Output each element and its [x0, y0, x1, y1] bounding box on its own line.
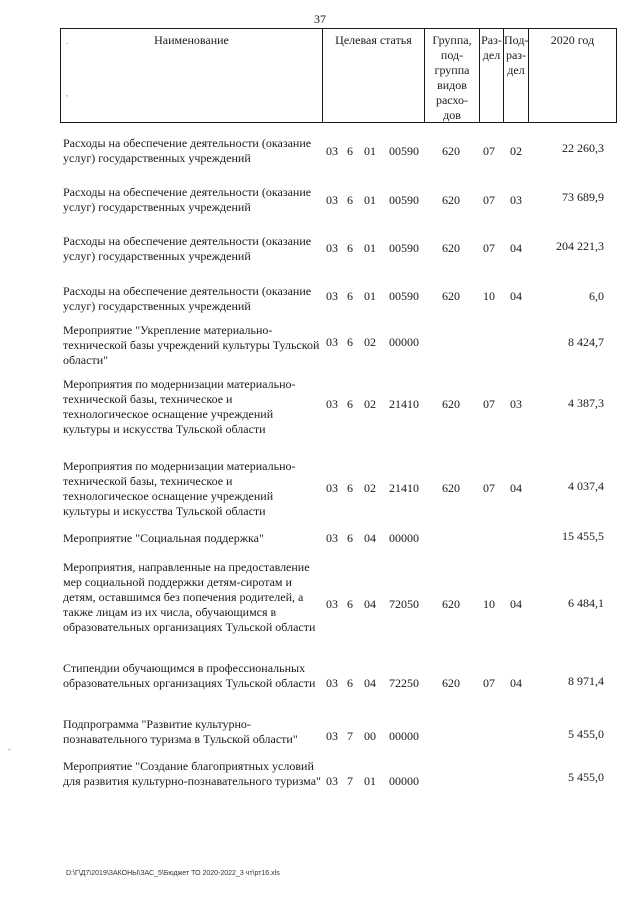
expense-group: 620 [442, 241, 460, 255]
code-direction: 00590 [389, 289, 419, 303]
amount: 8 424,7 [568, 335, 604, 349]
code-subprogram: 6 [347, 289, 353, 303]
code-measure: 01 [364, 193, 376, 207]
code-program: 03 [326, 729, 338, 743]
code-program: 03 [326, 193, 338, 207]
subsection: 04 [510, 597, 522, 611]
amount: 4 037,4 [568, 479, 604, 493]
code-subprogram: 6 [347, 241, 353, 255]
subsection: 03 [510, 397, 522, 411]
scan-mark: , [66, 88, 69, 98]
code-subprogram: 6 [347, 531, 353, 545]
code-subprogram: 6 [347, 597, 353, 611]
code-measure: 01 [364, 241, 376, 255]
code-direction: 00000 [389, 729, 419, 743]
header-name: Наименование [154, 33, 229, 47]
code-program: 03 [326, 144, 338, 158]
code-program: 03 [326, 531, 338, 545]
code-program: 03 [326, 774, 338, 788]
code-program: 03 [326, 676, 338, 690]
code-direction: 21410 [389, 481, 419, 495]
expense-group: 620 [442, 481, 460, 495]
code-direction: 00590 [389, 144, 419, 158]
row-name: Мероприятия по модернизации материально-технической базы, техническое и технологическое оснащение учреждений культуры и искусства Тульской области [63, 377, 296, 436]
amount: 15 455,5 [562, 529, 604, 543]
row-name: Расходы на обеспечение деятельности (оказание услуг) государственных учреждений [63, 234, 312, 263]
amount: 204 221,3 [556, 239, 604, 253]
amount: 5 455,0 [568, 770, 604, 784]
header-year: 2020 год [550, 33, 595, 47]
code-measure: 04 [364, 597, 376, 611]
expense-group: 620 [442, 289, 460, 303]
code-measure: 00 [364, 729, 376, 743]
code-measure: 02 [364, 481, 376, 495]
code-direction: 72250 [389, 676, 419, 690]
code-program: 03 [326, 397, 338, 411]
code-direction: 21410 [389, 397, 419, 411]
code-program: 03 [326, 481, 338, 495]
code-direction: 72050 [389, 597, 419, 611]
amount: 6 484,1 [568, 596, 604, 610]
amount: 6,0 [589, 289, 604, 303]
row-name: Расходы на обеспечение деятельности (оказание услуг) государственных учреждений [63, 185, 312, 214]
code-subprogram: 6 [347, 335, 353, 349]
row-name: Мероприятие "Создание благоприятных условий для развития культурно-познавательного туризма" [63, 759, 321, 788]
code-program: 03 [326, 241, 338, 255]
code-measure: 02 [364, 335, 376, 349]
header-podrazdel: Под- раз- дел [504, 33, 529, 77]
code-subprogram: 6 [347, 193, 353, 207]
code-measure: 02 [364, 397, 376, 411]
expense-group: 620 [442, 193, 460, 207]
section: 10 [483, 289, 495, 303]
amount: 22 260,3 [562, 141, 604, 155]
row-name: Мероприятие "Укрепление материально-технической базы учреждений культуры Тульской области" [63, 323, 320, 367]
file-path-footer: D:\Г\Д7\2019\ЗАКОНЫ\ЗАС_5\Бюджет ТО 2020-2022_3 чт\рт16.xls [66, 870, 280, 877]
expense-group: 620 [442, 597, 460, 611]
row-name: Мероприятия по модернизации материально-технической базы, техническое и технологическое оснащение учреждений культуры и искусства Тульской области [63, 459, 296, 518]
amount: 73 689,9 [562, 190, 604, 204]
section: 10 [483, 597, 495, 611]
amount: 4 387,3 [568, 396, 604, 410]
code-subprogram: 6 [347, 144, 353, 158]
subsection: 04 [510, 289, 522, 303]
amount: 8 971,4 [568, 674, 604, 688]
page-number: 37 [314, 12, 326, 26]
subsection: 04 [510, 481, 522, 495]
subsection: 04 [510, 241, 522, 255]
code-measure: 04 [364, 531, 376, 545]
row-name: Стипендии обучающимся в профессиональных образовательных организациях Тульской области [63, 661, 316, 690]
subsection: 02 [510, 144, 522, 158]
code-direction: 00000 [389, 774, 419, 788]
code-program: 03 [326, 289, 338, 303]
code-program: 03 [326, 597, 338, 611]
header-divider [616, 28, 617, 123]
code-measure: 01 [364, 774, 376, 788]
code-direction: 00000 [389, 335, 419, 349]
row-name: Расходы на обеспечение деятельности (оказание услуг) государственных учреждений [63, 284, 312, 313]
amount: 5 455,0 [568, 727, 604, 741]
subsection: 03 [510, 193, 522, 207]
expense-group: 620 [442, 144, 460, 158]
section: 07 [483, 241, 495, 255]
code-subprogram: 7 [347, 774, 353, 788]
section: 07 [483, 144, 495, 158]
code-subprogram: 7 [347, 729, 353, 743]
subsection: 04 [510, 676, 522, 690]
row-name: Расходы на обеспечение деятельности (оказание услуг) государственных учреждений [63, 136, 312, 165]
code-subprogram: 6 [347, 481, 353, 495]
header-bottom-border [60, 122, 617, 123]
code-program: 03 [326, 335, 338, 349]
header-top-border [60, 28, 617, 29]
row-name: Мероприятие "Социальная поддержка" [63, 531, 264, 545]
code-direction: 00590 [389, 193, 419, 207]
header-razdel: Раз- дел [481, 33, 502, 62]
code-subprogram: 6 [347, 397, 353, 411]
section: 07 [483, 481, 495, 495]
section: 07 [483, 193, 495, 207]
code-measure: 01 [364, 144, 376, 158]
row-name: Мероприятия, направленные на предоставление мер социальной поддержки детям-сиротам и детям, оставшимся без попечения родителей, а также лицам из их числа, обучающимся в образовательных организациях Тульской области [63, 560, 316, 634]
code-direction: 00000 [389, 531, 419, 545]
section: 07 [483, 676, 495, 690]
code-direction: 00590 [389, 241, 419, 255]
expense-group: 620 [442, 397, 460, 411]
scan-mark: - [8, 744, 11, 754]
code-measure: 01 [364, 289, 376, 303]
expense-group: 620 [442, 676, 460, 690]
section: 07 [483, 397, 495, 411]
header-group: Группа, под- группа видов расхо- дов [432, 33, 472, 122]
code-measure: 04 [364, 676, 376, 690]
code-subprogram: 6 [347, 676, 353, 690]
row-name: Подпрограмма "Развитие культурно-познавательного туризма в Тульской области" [63, 717, 298, 746]
scan-mark: . [66, 36, 69, 46]
header-target: Целевая статья [335, 33, 412, 47]
